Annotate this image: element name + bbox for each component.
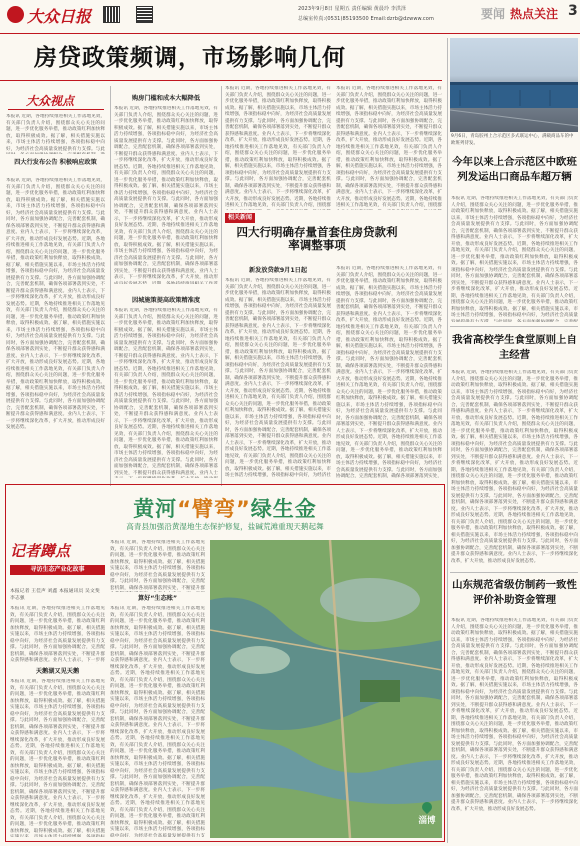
column-rule [447,38,448,843]
right-divider [450,572,578,573]
lead-body-col1b [6,178,105,478]
lead-subhead: 四大行发布公告 积极响应政策 [14,159,97,166]
section-title: 热点关注 [510,7,559,21]
place-name-badge [416,802,438,834]
related-news-headline: 四大行明确存量首套住房贷款利率调整事项 [236,225,398,253]
wetland-aerial-illustration [210,540,442,838]
reporter-badge [10,540,105,584]
feature-body-col2 [110,540,205,592]
related-news-label: 相关新闻 [228,214,253,221]
reporter-badge-main: 记者蹲点 [10,542,71,560]
right-divider [450,326,578,327]
qr-code-icon [103,6,120,23]
freight-train-illustration [450,38,578,132]
contact-info: 总编室传真:(0531)85193500 Email:dzrb@dzwww.com [298,16,434,22]
lead-divider [0,80,442,81]
related-news-subhead: 新发放贷款9月1日起 [248,267,308,274]
right-story-headline-3: 山东规范省级仿制药一致性评价补助资金管理 [452,579,577,606]
feature-title-prefix: 黄河 [133,497,178,521]
wetland-aerial-photo [210,540,442,838]
column-rule [221,86,222,486]
newspaper-logo: 大众日报 [27,7,92,26]
feature-body-col1 [10,606,105,664]
column-logo: 大众视点 [26,94,75,108]
related-news-body-b [336,266,442,478]
location-pin-icon [420,800,434,814]
lead-subhead: 购房门槛和成本大幅降低 [131,95,201,102]
feature-subhead: 天鹅湖又见天鹅 [35,668,80,675]
section-label: 要闻 [481,7,506,21]
train-photo-caption: 9月6日，青岛胶州上合示范区多式联运中心，满载商品车的中欧班列待发。 [451,134,574,146]
column-rule [110,86,111,486]
right-story-body-2 [451,370,578,566]
masthead [0,0,580,34]
feature-body-col2b [110,606,205,837]
qr-code-icon [136,6,153,23]
right-story-body-1 [451,196,578,322]
place-name: 淄博 [418,816,436,826]
lead-body-col2b [114,308,218,478]
lead-body-col4 [336,86,442,210]
edition-info: 2023年9月8日 星期五 责任编辑 黄晨玲 李洪泽 [298,6,407,12]
related-news-body-a [225,278,331,478]
page-number: 3 [568,3,578,19]
feature-title-quote: “臂弯” [177,497,251,521]
feature-body-col1b [10,679,105,837]
right-story-headline-2: 我省高校学生食堂原则上自主经营 [452,334,577,361]
feature-subhead: 算好“生态账” [137,595,178,602]
right-story-headline-1: 今年以来上合示范区中欧班列发运出口商品车超万辆 [452,156,577,183]
lead-body-col2 [114,106,218,284]
lead-body-col3 [225,86,331,210]
feature-title [60,493,390,523]
lead-headline: 房贷政策频调，市场影响几何 [34,45,346,71]
right-story-body-3 [451,618,578,842]
feature-deck: 高青县加强沿黄湿地生态保护修复，盐碱荒滩重现天鹅起舞 [126,522,324,531]
freight-train-photo [450,38,578,132]
column-logo-underline [8,109,104,110]
lead-subhead: 因城施策提高政策精准度 [131,297,201,304]
newspaper-logo-emblem-icon [7,6,24,23]
lead-body-col1 [6,114,105,154]
reporter-badge-sub: 寻访生态产业化故事 [10,565,105,575]
feature-title-suffix: 绿生金 [250,497,317,521]
feature-byline: 本报记者 王佳声 刘鑫 本报通讯员 吴文斐 李志强 [10,589,100,601]
related-news-tag [225,213,255,223]
